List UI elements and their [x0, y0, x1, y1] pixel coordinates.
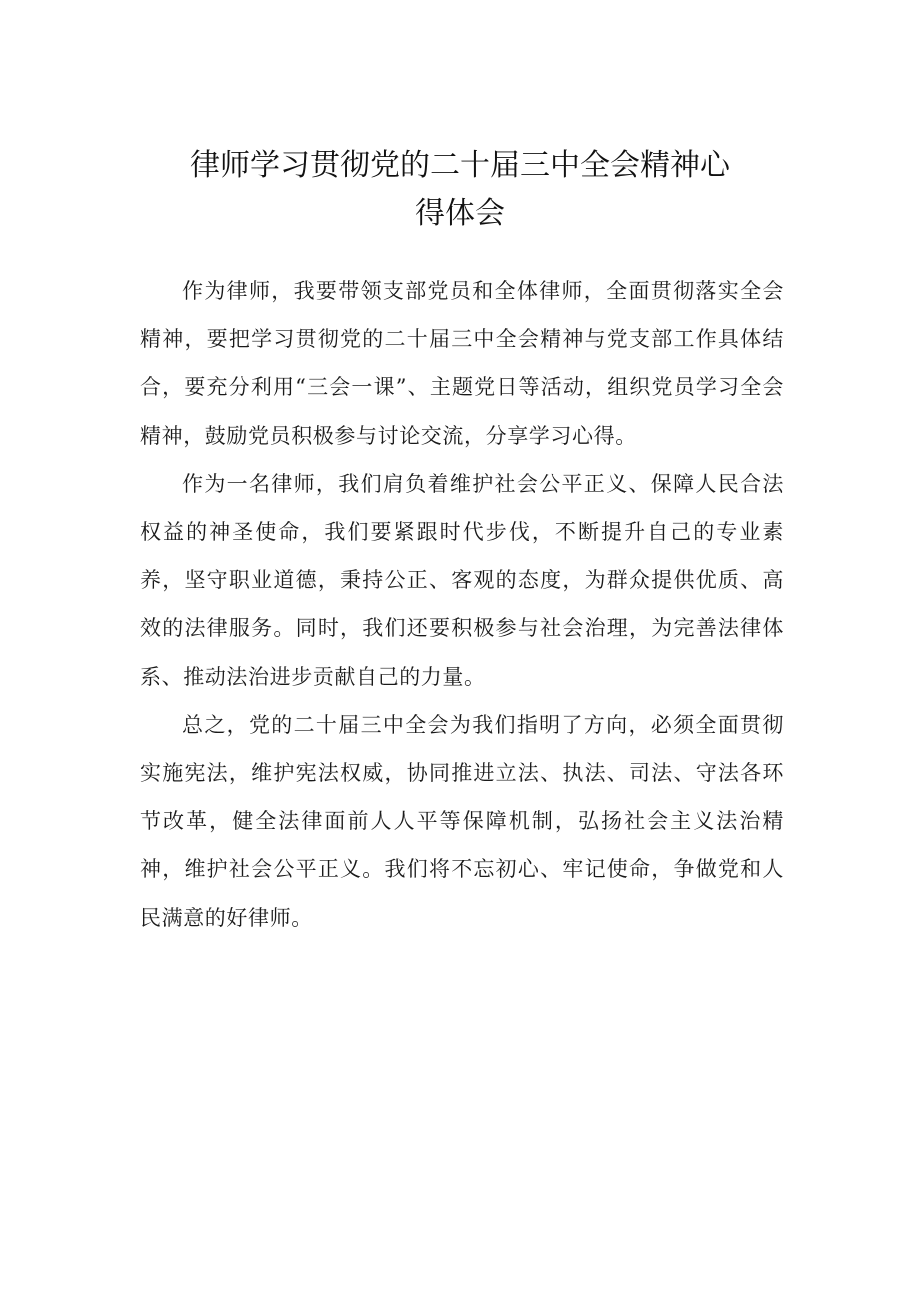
paragraph-1: 作为律师，我要带领支部党员和全体律师，全面贯彻落实全会精神，要把学习贯彻党的二十届三中全会精神与党支部工作具体结合，要充分利用“三会一课”、主题党日等活动，组织党员学习全会精神，鼓励党员积极参与讨论交流，分享学习心得。	[140, 279, 784, 448]
document-title	[140, 142, 780, 238]
paragraph-3: 总之，党的二十届三中全会为我们指明了方向，必须全面贯彻实施宪法，维护宪法权威，协同推进立法、执法、司法、守法各环节改革，健全法律面前人人平等保障机制，弘扬社会主义法治精神，维护社会公平正义。我们将不忘初心、牢记使命，争做党和人民满意的好律师。	[140, 712, 784, 930]
paragraph-2: 作为一名律师，我们肩负着维护社会公平正义、保障人民合法权益的神圣使命，我们要紧跟时代步伐，不断提升自己的专业素养，坚守职业道德，秉持公正、客观的态度，为群众提供优质、高效的法律服务。同时，我们还要积极参与社会治理，为完善法律体系、推动法治进步贡献自己的力量。	[140, 471, 784, 689]
title-line-2: 得体会	[415, 196, 505, 231]
document-body	[140, 267, 784, 942]
title-line-1: 律师学习贯彻党的二十届三中全会精神心	[190, 148, 730, 183]
